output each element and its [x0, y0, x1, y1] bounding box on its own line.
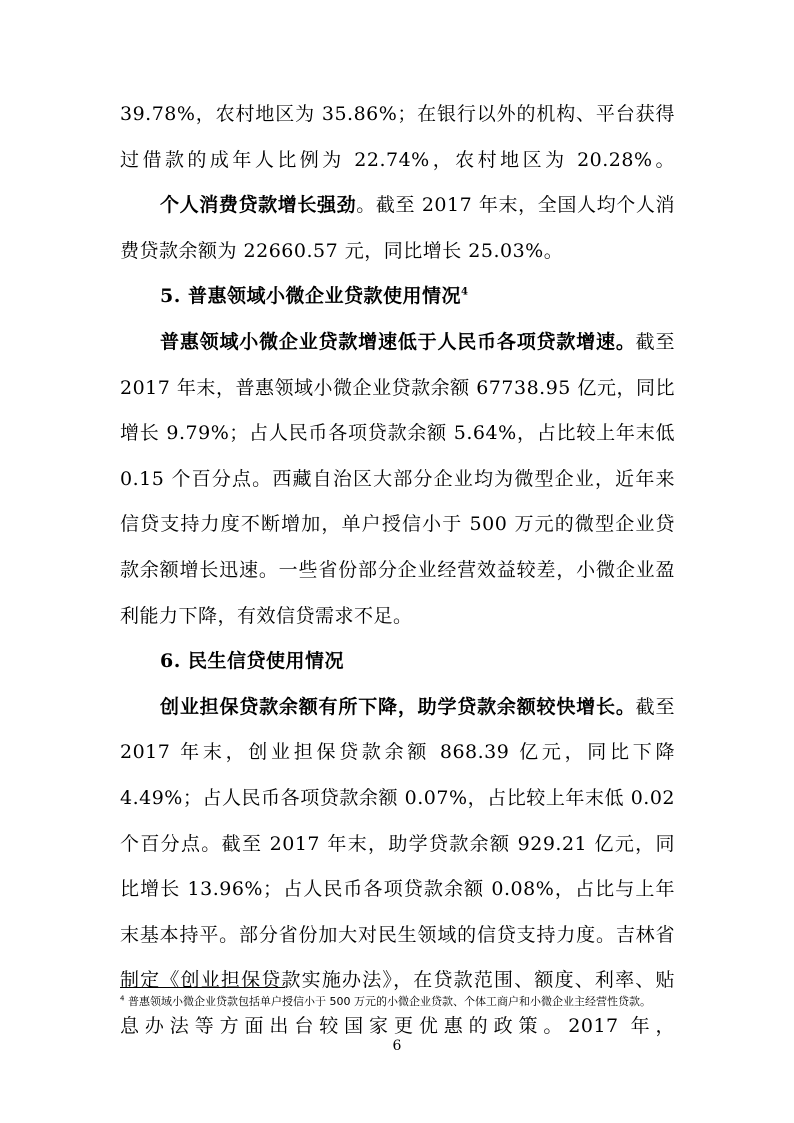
paragraph-3: [120, 320, 675, 639]
section-heading-6-title: 民生信贷使用情况: [187, 650, 344, 673]
paragraph-1: 39.78%，农村地区为 35.86%；在银行以外的机构、平台获得过借款的成年人比例为 22.74%，农村地区为 20.28%。: [120, 103, 675, 171]
paragraph-4-lead: 创业担保贷款余额有所下降，助学贷款余额较快增长。: [160, 695, 636, 718]
page-number: 6: [392, 1038, 402, 1054]
section-heading-6-number: 6.: [160, 650, 181, 673]
footnote-marker: 4: [120, 994, 125, 1003]
section-heading-5-title: 普惠领域小微企业贷款使用情况: [187, 285, 461, 308]
section-heading-5-number: 5.: [160, 285, 181, 308]
paragraph-2: [120, 183, 675, 274]
document-body: [120, 92, 675, 1049]
footnote-divider: [120, 987, 285, 988]
paragraph-3-body: 截至 2017 年末，普惠领域小微企业贷款余额 67738.95 亿元，同比增长 9.79%；占人民币各项贷款余额 5.64%，占比较上年末低 0.15 个百分点。西藏自治区大部分企业均为微型企业，近年来信贷支持力度不断增加，单户授信小于 500 万元的微型企业贷款余额增长迅速。一些省份部分企业经营效益较差，小微企业盈利能力下降，有效信贷需求不足。: [120, 330, 675, 627]
paragraph-2-body: 。截至 2017 年末，全国人均个人消费贷款余额为 22660.57 元，同比增长 25.03%。: [120, 194, 675, 262]
section-heading-6: [120, 639, 675, 685]
footnote-reference[interactable]: 4: [460, 287, 469, 299]
paragraph-4-body: 截至 2017 年末，创业担保贷款余额 868.39 亿元，同比下降 4.49%；占人民币各项贷款余额 0.07%，占比较上年末低 0.02 个百分点。截至 2017 年末，助学贷款余额 929.21 亿元，同比增长 13.96%；占人民币各项贷款余额 0.08%，占比与上年末基本持平。部分省份加大对民生领域的信贷支持力度。吉林省制定《创业担保贷款实施办法》，在贷款范围、额度、利率、贴息办法等方面出台较国家更优惠的政策。2017 年，: [120, 695, 675, 1037]
paragraph-2-lead: 个人消费贷款增长强劲: [160, 194, 357, 217]
section-heading-5: [120, 274, 675, 320]
footnote: [120, 993, 675, 1010]
footnote-text: 普惠领域小微企业贷款包括单户授信小于 500 万元的小微企业贷款、个体工商户和小微企业主经营性贷款。: [127, 995, 651, 1008]
paragraph-3-lead: 普惠领域小微企业贷款增速低于人民币各项贷款增速。: [160, 330, 636, 353]
